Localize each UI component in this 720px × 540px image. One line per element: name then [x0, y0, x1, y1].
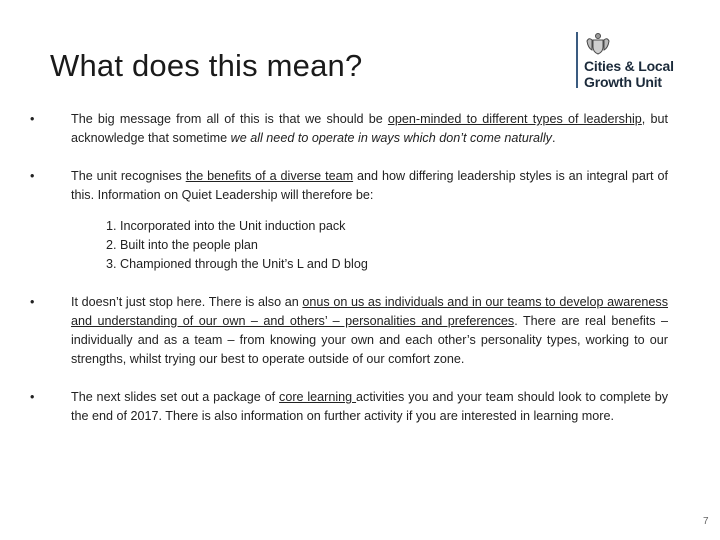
logo-text-line2: Growth Unit — [584, 74, 662, 90]
slide-title: What does this mean? — [50, 48, 363, 83]
bullet-text: The unit recognises — [71, 169, 186, 183]
slide-body — [30, 110, 668, 445]
cities-local-growth-unit-logo — [572, 30, 684, 90]
underlined-phrase: open-minded to different types of leadership — [387, 112, 642, 126]
bullet-marker: • — [30, 169, 35, 183]
bullet-text: . There are real benefits – individually and as a team – from knowing your own and each other’s personality types, working to our strengths, whilst trying our best to operate outside of our comfort zone. — [71, 314, 668, 366]
underlined-phrase: onus on us as individuals and in our teams to develop awareness and understanding of our own – and others’ – personalities and preferences — [71, 295, 668, 328]
bullet-text: The big message from all of this is that we should be — [71, 112, 388, 126]
bullet-onus — [30, 293, 668, 369]
italic-phrase: we all need to operate in ways which don’t come naturally — [230, 131, 552, 145]
bullet-open-minded — [30, 110, 668, 148]
underlined-phrase: core learning — [279, 390, 357, 404]
bullet-text: and how differing leadership styles is an integral part of this. Information on Quiet Leadership will therefore be: — [71, 169, 668, 202]
bullet-diverse-team — [30, 167, 668, 205]
bullet-text: activities you and your team should look to complete by the end of 2017. There is also information on further activity if you are interested in learning more. — [71, 390, 669, 423]
bullet-marker: • — [30, 390, 35, 404]
page-number: 7 — [703, 516, 709, 527]
bullet-marker: • — [30, 112, 35, 126]
logo-divider — [576, 32, 578, 88]
list-item: 2. Built into the people plan — [106, 238, 258, 252]
quiet-leadership-list — [30, 217, 668, 274]
bullet-text: The next slides set out a package of — [71, 390, 280, 404]
bullet-text: . — [551, 131, 556, 145]
list-item: 1. Incorporated into the Unit induction pack — [106, 219, 346, 233]
bullet-core-learning — [30, 388, 668, 426]
bullet-text: It doesn’t just stop here. There is also an — [71, 295, 303, 309]
bullet-text: , but acknowledge that sometime — [71, 112, 668, 145]
bullet-marker: • — [30, 295, 35, 309]
list-item: 3. Championed through the Unit’s L and D blog — [106, 257, 368, 271]
logo-text-line1: Cities & Local — [584, 58, 674, 74]
royal-crest-icon — [584, 32, 612, 56]
underlined-phrase: the benefits of a diverse team — [185, 169, 354, 183]
